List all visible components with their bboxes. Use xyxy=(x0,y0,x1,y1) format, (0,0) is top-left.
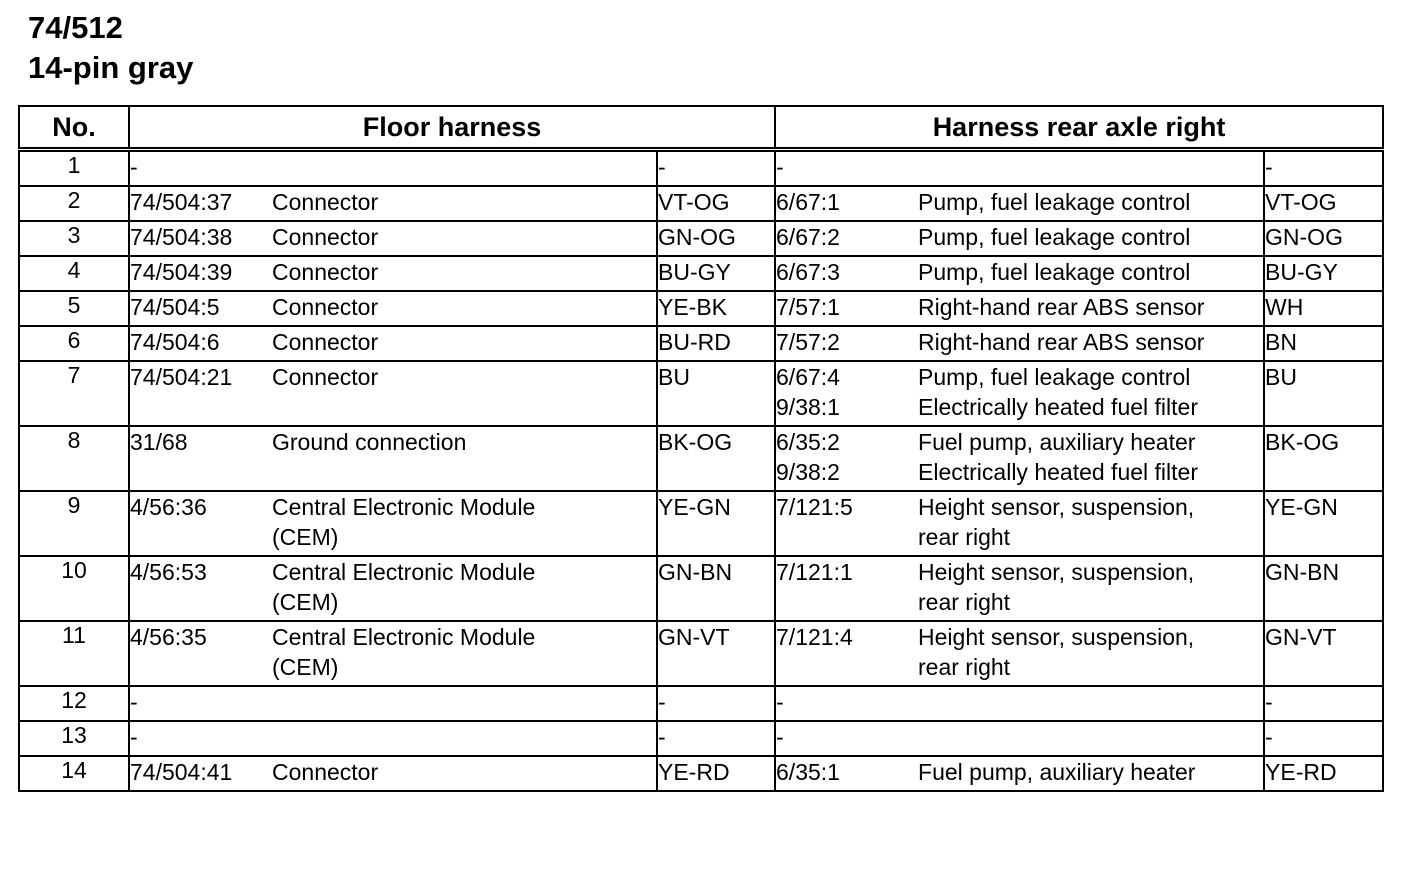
connection-entry xyxy=(130,257,656,287)
connection-reference: 7/121:5 xyxy=(776,494,853,520)
floor-harness-wire-color xyxy=(657,361,775,426)
table-row xyxy=(19,426,1383,491)
connection-reference: 74/504:6 xyxy=(130,329,220,355)
connection-entry xyxy=(130,652,656,682)
floor-harness-connection xyxy=(129,150,657,187)
connection-reference: 7/121:1 xyxy=(776,559,853,585)
rear-axle-harness-connection xyxy=(775,721,1264,756)
wire-color-code: VT-OG xyxy=(658,189,730,215)
table-row xyxy=(19,186,1383,221)
floor-harness-connection xyxy=(129,721,657,756)
connection-entry xyxy=(776,362,1263,392)
connection-reference: - xyxy=(776,154,784,180)
wire-color-code: YE-RD xyxy=(1265,759,1337,785)
connection-entry xyxy=(130,152,656,182)
column-header-floor-harness: Floor harness xyxy=(129,106,775,150)
table-row xyxy=(19,721,1383,756)
wire-color-code: VT-OG xyxy=(1265,189,1337,215)
connection-description: Connector xyxy=(272,189,379,215)
table-row xyxy=(19,221,1383,256)
wire-color-code: BK-OG xyxy=(1265,429,1340,455)
connection-description: Electrically heated fuel filter xyxy=(918,459,1198,485)
connection-description: Connector xyxy=(272,294,379,320)
rear-axle-harness-wire-color xyxy=(1264,721,1383,756)
connection-reference: 6/67:1 xyxy=(776,189,840,215)
wire-color-code: YE-GN xyxy=(1265,494,1338,520)
table-row xyxy=(19,326,1383,361)
connection-reference: - xyxy=(776,724,784,750)
wire-color-code: GN-OG xyxy=(658,224,736,250)
connection-entry xyxy=(776,622,1263,652)
rear-axle-harness-connection xyxy=(775,426,1264,491)
pin-number: 12 xyxy=(19,686,129,721)
connection-entry xyxy=(130,492,656,522)
rear-axle-harness-connection xyxy=(775,491,1264,556)
table-row xyxy=(19,361,1383,426)
floor-harness-connection xyxy=(129,361,657,426)
wire-color-code: GN-BN xyxy=(658,559,733,585)
floor-harness-connection xyxy=(129,426,657,491)
table-row xyxy=(19,291,1383,326)
connection-entry xyxy=(776,292,1263,322)
pin-number: 5 xyxy=(19,291,129,326)
connection-entry xyxy=(130,587,656,617)
floor-harness-wire-color xyxy=(657,256,775,291)
rear-axle-harness-connection xyxy=(775,556,1264,621)
connection-entry xyxy=(130,757,656,787)
connection-reference: 7/121:4 xyxy=(776,624,853,650)
wire-color-code: BK-OG xyxy=(658,429,733,455)
connection-description: rear right xyxy=(918,589,1011,615)
connector-description: 14-pin gray xyxy=(28,50,194,85)
pin-number: 10 xyxy=(19,556,129,621)
connection-entry xyxy=(776,757,1263,787)
connection-reference: 74/504:37 xyxy=(130,189,233,215)
floor-harness-connection xyxy=(129,756,657,791)
pin-number: 14 xyxy=(19,756,129,791)
connection-description: (CEM) xyxy=(272,589,339,615)
connection-entry xyxy=(776,222,1263,252)
wire-color-code: BU-RD xyxy=(658,329,731,355)
connection-reference: - xyxy=(130,154,138,180)
rear-axle-harness-connection xyxy=(775,621,1264,686)
connection-description xyxy=(918,722,1263,752)
floor-harness-connection xyxy=(129,291,657,326)
connection-entry xyxy=(130,687,656,717)
connection-description: Pump, fuel leakage control xyxy=(918,189,1191,215)
connection-description: Connector xyxy=(272,759,379,785)
floor-harness-wire-color xyxy=(657,756,775,791)
wire-color-code: GN-VT xyxy=(1265,624,1337,650)
connection-description: Ground connection xyxy=(272,429,467,455)
connection-description xyxy=(272,722,656,752)
connection-reference: 74/504:41 xyxy=(130,759,233,785)
connection-entry xyxy=(130,722,656,752)
table-row xyxy=(19,256,1383,291)
connection-entry xyxy=(776,722,1263,752)
connection-reference xyxy=(776,522,918,552)
wire-color-code: BN xyxy=(1265,329,1297,355)
connection-entry xyxy=(130,327,656,357)
connection-reference: 7/57:2 xyxy=(776,329,840,355)
connection-reference: 6/67:4 xyxy=(776,364,840,390)
rear-axle-harness-wire-color xyxy=(1264,756,1383,791)
connection-reference: - xyxy=(130,689,138,715)
connection-description: Pump, fuel leakage control xyxy=(918,259,1191,285)
floor-harness-connection xyxy=(129,686,657,721)
connection-reference: 6/67:3 xyxy=(776,259,840,285)
rear-axle-harness-wire-color xyxy=(1264,256,1383,291)
floor-harness-wire-color xyxy=(657,326,775,361)
wire-color-code: YE-GN xyxy=(658,494,731,520)
connection-description: (CEM) xyxy=(272,654,339,680)
rear-axle-harness-connection xyxy=(775,291,1264,326)
floor-harness-wire-color xyxy=(657,291,775,326)
wire-color-code: GN-VT xyxy=(658,624,730,650)
connection-reference: 74/504:39 xyxy=(130,259,233,285)
pin-number: 1 xyxy=(19,150,129,187)
table-row xyxy=(19,150,1383,187)
connection-reference xyxy=(130,522,272,552)
wire-color-code: - xyxy=(658,154,666,180)
connection-entry xyxy=(776,392,1263,422)
connection-reference: 6/35:1 xyxy=(776,759,840,785)
floor-harness-wire-color xyxy=(657,491,775,556)
connection-entry xyxy=(130,187,656,217)
floor-harness-connection xyxy=(129,186,657,221)
connection-description: Central Electronic Module xyxy=(272,624,536,650)
connection-description xyxy=(272,687,656,717)
wire-color-code: - xyxy=(1265,154,1273,180)
floor-harness-wire-color xyxy=(657,686,775,721)
document-header xyxy=(28,8,193,88)
connection-description: Fuel pump, auxiliary heater xyxy=(918,759,1196,785)
connection-entry xyxy=(130,362,656,392)
connection-entry xyxy=(130,557,656,587)
connection-reference: - xyxy=(776,689,784,715)
rear-axle-harness-wire-color xyxy=(1264,221,1383,256)
table-body xyxy=(19,150,1383,792)
pin-number: 8 xyxy=(19,426,129,491)
wire-color-code: BU xyxy=(1265,364,1297,390)
connection-description: Connector xyxy=(272,329,379,355)
floor-harness-wire-color xyxy=(657,426,775,491)
table-row xyxy=(19,686,1383,721)
wire-color-code: GN-OG xyxy=(1265,224,1343,250)
connection-entry xyxy=(776,327,1263,357)
connection-reference: 4/56:53 xyxy=(130,559,207,585)
connection-reference: 6/35:2 xyxy=(776,429,840,455)
rear-axle-harness-connection xyxy=(775,186,1264,221)
connection-entry xyxy=(776,257,1263,287)
floor-harness-connection xyxy=(129,621,657,686)
connection-reference: 74/504:21 xyxy=(130,364,233,390)
connection-description xyxy=(918,687,1263,717)
connection-description: Right-hand rear ABS sensor xyxy=(918,294,1205,320)
floor-harness-wire-color xyxy=(657,186,775,221)
pin-number: 2 xyxy=(19,186,129,221)
connection-entry xyxy=(776,457,1263,487)
rear-axle-harness-connection xyxy=(775,221,1264,256)
connection-description: Height sensor, suspension, xyxy=(918,559,1195,585)
connection-reference: 4/56:35 xyxy=(130,624,207,650)
connection-reference: 31/68 xyxy=(130,429,188,455)
rear-axle-harness-wire-color xyxy=(1264,491,1383,556)
connection-description xyxy=(918,152,1263,182)
wire-color-code: - xyxy=(658,724,666,750)
connection-entry xyxy=(776,152,1263,182)
floor-harness-wire-color xyxy=(657,221,775,256)
pin-number: 13 xyxy=(19,721,129,756)
connection-entry xyxy=(130,622,656,652)
table-row xyxy=(19,556,1383,621)
wire-color-code: - xyxy=(1265,689,1273,715)
connection-entry xyxy=(776,427,1263,457)
pin-number: 11 xyxy=(19,621,129,686)
rear-axle-harness-connection xyxy=(775,150,1264,187)
floor-harness-connection xyxy=(129,256,657,291)
rear-axle-harness-wire-color xyxy=(1264,426,1383,491)
connection-description: Central Electronic Module xyxy=(272,559,536,585)
connection-reference xyxy=(130,587,272,617)
floor-harness-wire-color xyxy=(657,150,775,187)
connection-entry xyxy=(130,222,656,252)
connection-reference: 7/57:1 xyxy=(776,294,840,320)
floor-harness-wire-color xyxy=(657,556,775,621)
connection-description: rear right xyxy=(918,654,1011,680)
connection-reference: 4/56:36 xyxy=(130,494,207,520)
connection-description xyxy=(272,152,656,182)
connection-entry xyxy=(776,587,1263,617)
connection-description: Pump, fuel leakage control xyxy=(918,224,1191,250)
column-header-no: No. xyxy=(19,106,129,150)
wire-color-code: BU xyxy=(658,364,690,390)
pin-number: 4 xyxy=(19,256,129,291)
connection-reference: - xyxy=(130,724,138,750)
pin-number: 3 xyxy=(19,221,129,256)
connection-description: Height sensor, suspension, xyxy=(918,624,1195,650)
wire-color-code: YE-RD xyxy=(658,759,730,785)
rear-axle-harness-wire-color xyxy=(1264,361,1383,426)
connection-reference: 9/38:1 xyxy=(776,394,840,420)
wire-color-code: GN-BN xyxy=(1265,559,1340,585)
table-row xyxy=(19,756,1383,791)
connection-description: Pump, fuel leakage control xyxy=(918,364,1191,390)
rear-axle-harness-wire-color xyxy=(1264,686,1383,721)
wire-color-code: BU-GY xyxy=(658,259,731,285)
connection-reference xyxy=(776,587,918,617)
connection-description: Connector xyxy=(272,364,379,390)
connector-code: 74/512 xyxy=(28,10,123,45)
rear-axle-harness-connection xyxy=(775,256,1264,291)
connection-reference xyxy=(776,652,918,682)
rear-axle-harness-wire-color xyxy=(1264,621,1383,686)
wire-color-code: - xyxy=(658,689,666,715)
floor-harness-wire-color xyxy=(657,721,775,756)
floor-harness-connection xyxy=(129,491,657,556)
rear-axle-harness-wire-color xyxy=(1264,326,1383,361)
column-header-rear-axle-harness: Harness rear axle right xyxy=(775,106,1383,150)
connection-entry xyxy=(776,557,1263,587)
floor-harness-connection xyxy=(129,221,657,256)
connection-entry xyxy=(776,522,1263,552)
connection-entry xyxy=(776,652,1263,682)
connection-entry xyxy=(130,427,656,457)
pin-assignment-table xyxy=(18,105,1384,792)
table-row xyxy=(19,491,1383,556)
table-row xyxy=(19,621,1383,686)
rear-axle-harness-wire-color xyxy=(1264,556,1383,621)
connection-description: Connector xyxy=(272,224,379,250)
connection-entry xyxy=(776,492,1263,522)
connection-description: Connector xyxy=(272,259,379,285)
connection-entry xyxy=(130,522,656,552)
floor-harness-wire-color xyxy=(657,621,775,686)
table-header-row xyxy=(19,106,1383,150)
wire-color-code: BU-GY xyxy=(1265,259,1338,285)
rear-axle-harness-connection xyxy=(775,361,1264,426)
rear-axle-harness-connection xyxy=(775,686,1264,721)
connection-entry xyxy=(776,687,1263,717)
pin-number: 9 xyxy=(19,491,129,556)
connection-reference: 6/67:2 xyxy=(776,224,840,250)
connection-description: rear right xyxy=(918,524,1011,550)
wire-color-code: WH xyxy=(1265,294,1304,320)
connection-description: Electrically heated fuel filter xyxy=(918,394,1198,420)
floor-harness-connection xyxy=(129,326,657,361)
connection-description: Central Electronic Module xyxy=(272,494,536,520)
connection-description: (CEM) xyxy=(272,524,339,550)
connection-reference: 74/504:5 xyxy=(130,294,220,320)
connection-reference xyxy=(130,652,272,682)
pin-number: 6 xyxy=(19,326,129,361)
rear-axle-harness-wire-color xyxy=(1264,291,1383,326)
rear-axle-harness-wire-color xyxy=(1264,186,1383,221)
rear-axle-harness-connection xyxy=(775,326,1264,361)
connection-description: Height sensor, suspension, xyxy=(918,494,1195,520)
pin-number: 7 xyxy=(19,361,129,426)
connection-description: Right-hand rear ABS sensor xyxy=(918,329,1205,355)
wire-color-code: - xyxy=(1265,724,1273,750)
connection-reference: 9/38:2 xyxy=(776,459,840,485)
rear-axle-harness-connection xyxy=(775,756,1264,791)
connection-description: Fuel pump, auxiliary heater xyxy=(918,429,1196,455)
wire-color-code: YE-BK xyxy=(658,294,728,320)
floor-harness-connection xyxy=(129,556,657,621)
connection-entry xyxy=(776,187,1263,217)
connection-reference: 74/504:38 xyxy=(130,224,233,250)
rear-axle-harness-wire-color xyxy=(1264,150,1383,187)
connection-entry xyxy=(130,292,656,322)
